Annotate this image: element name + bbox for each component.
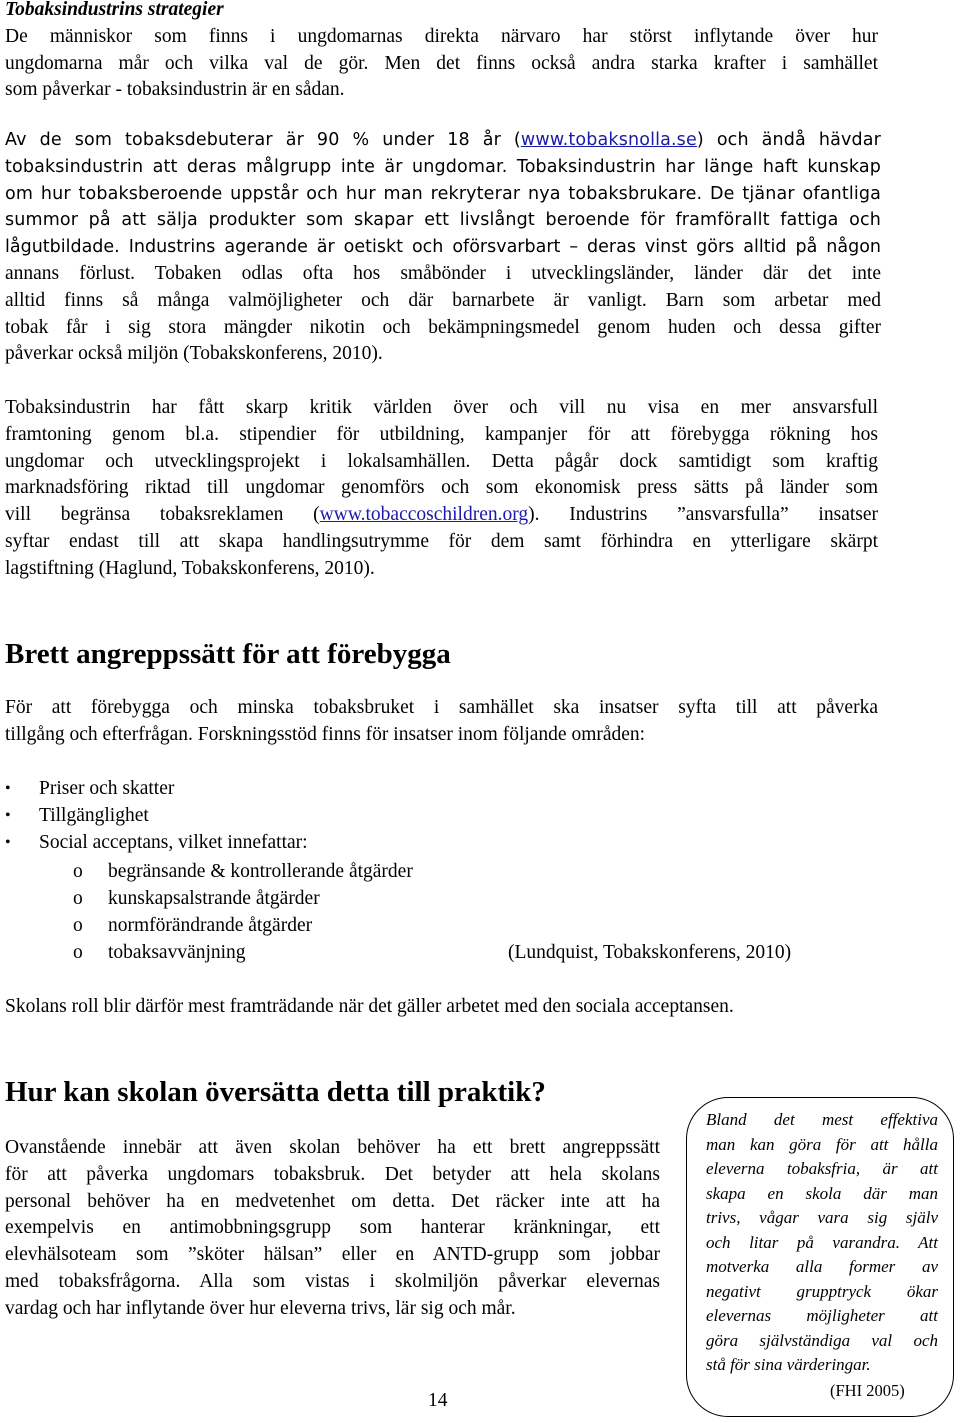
section-heading: Tobaksindustrins strategier bbox=[5, 0, 224, 20]
paragraph-line: för att påverka ungdomars tobaksbruk. Det betyder att hela skolans bbox=[5, 1163, 660, 1185]
section-tobaksindustrins-strategier bbox=[5, 0, 878, 104]
paragraph-line: lågutbildade. Industrins agerande är oetiskt och oförsvarbart – deras vinst görs alltid på någon bbox=[5, 237, 881, 258]
paragraph-line: annans förlust. Tobaken odlas ofta hos småbönder i utvecklingsländer, länder där det inte bbox=[5, 262, 881, 284]
callout-line: trivs, vågar vara sig själv bbox=[706, 1208, 938, 1227]
paragraph-line: med tobaksfrågorna. Alla som vistas i skolmiljön påverkar elevernas bbox=[5, 1270, 660, 1292]
paragraph-skolan bbox=[5, 1135, 660, 1323]
paragraph-line: ungdomarna mår och vilka val de gör. Men det finns också andra starka krafter i samhället bbox=[5, 52, 878, 74]
callout-line: skapa en skola där man bbox=[706, 1183, 938, 1203]
paragraph-line: ungdomar och utvecklingsprojekt i lokalsamhällen. Detta pågår dock samtidigt som kraftig bbox=[5, 450, 878, 472]
paragraph-line: lagstiftning (Haglund, Tobakskonferens, 2010). bbox=[5, 557, 375, 579]
tobaksnolla-link[interactable]: www.tobaksnolla.se bbox=[520, 130, 697, 150]
callout-line: negativt grupptryck ökar bbox=[706, 1281, 938, 1301]
callout-line: elevernas möjligheter att bbox=[706, 1306, 938, 1325]
paragraph-line: framtoning genom bl.a. stipendier för utbildning, kampanjer för att förebygga rökning hos bbox=[5, 423, 878, 445]
callout-line: stå för sina värderingar. bbox=[706, 1355, 871, 1374]
paragraph-line: För att förebygga och minska tobaksbruket i samhället ska insatser syfta till att påverka bbox=[5, 697, 878, 718]
paragraph-line: elevhälsoteam som ”sköter hälsan” eller en ANTD-grupp som jobbar bbox=[5, 1244, 660, 1266]
callout-text bbox=[706, 1108, 938, 1378]
tobaccoschildren-link[interactable]: www.tobaccoschildren.org bbox=[319, 504, 529, 526]
paragraph-line: tobaksindustrin att deras målgrupp inte är ungdomar. Tobaksindustrin har länge haft kunskap bbox=[5, 156, 881, 177]
paragraph-line: vardag och har inflytande över hur eleverna trivs, lär sig och mår. bbox=[5, 1297, 516, 1319]
callout-line: Bland det mest effektiva bbox=[706, 1110, 938, 1129]
paragraph-forebygga bbox=[5, 695, 878, 749]
paragraph-line: Tobaksindustrin har fått skarp kritik världen över och vill nu visa en mer ansvarsfull bbox=[5, 397, 878, 418]
paragraph-line: personal behöver ha en medvetenhet om detta. Det räcker inte att ha bbox=[5, 1190, 660, 1212]
paragraph-tobaksdebut bbox=[5, 127, 881, 368]
paragraph-line: som påverkar - tobaksindustrin är en sådan. bbox=[5, 79, 345, 101]
paragraph-line: Av de som tobaksdebuterar är 90 % under 18 år (www.tobaksnolla.se) och ändå hävdar bbox=[5, 130, 881, 150]
callout-line: göra självständiga val och bbox=[706, 1330, 938, 1350]
section-heading-skolan-praktik: Hur kan skolan översätta detta till praktik? bbox=[5, 1076, 546, 1108]
paragraph-line: De människor som finns i ungdomarnas direkta närvaro har störst inflytande över hur bbox=[5, 25, 878, 47]
paragraph-line: tobak får i sig stora mängder nikotin och bekämpningsmedel genom huden och dessa gifter bbox=[5, 316, 881, 338]
paragraph-line: påverkar också miljön (Tobakskonferens, 2010). bbox=[5, 343, 383, 365]
sub-bullet-icon: o bbox=[73, 861, 83, 882]
paragraph-line: om hur tobaksberoende uppstår och hur man rekryterar nya tobaksbrukare. De tjänar ofantliga bbox=[5, 183, 881, 204]
paragraph-line: Ovanstående innebär att även skolan behöver ha ett brett angreppssätt bbox=[5, 1137, 660, 1158]
paragraph-line: tillgång och efterfrågan. Forskningsstöd finns för insatser inom följande områden: bbox=[5, 723, 646, 745]
callout-line: man kan göra för att hålla bbox=[706, 1134, 938, 1154]
paragraph-line: vill begränsa tobaksreklamen (www.tobaccoschildren.org). Industrins ”ansvarsfulla” insatser bbox=[5, 504, 878, 526]
bullet-icon: • bbox=[5, 780, 11, 797]
bullet-icon: • bbox=[5, 834, 11, 851]
section-heading-brett-angreppssatt: Brett angreppssätt för att förebygga bbox=[5, 638, 451, 670]
page-number: 14 bbox=[428, 1390, 448, 1411]
paragraph-line: marknadsföring riktad till ungdomar genomförs och som ekonomisk press sätts på länder som bbox=[5, 477, 878, 499]
paragraph-skolans-roll bbox=[5, 994, 905, 1021]
sub-bullet-icon: o bbox=[73, 942, 83, 963]
callout-line: eleverna tobaksfria, är att bbox=[706, 1159, 938, 1178]
paragraph-line: Skolans roll blir därför mest framträdande när det gäller arbetet med den sociala acceptansen. bbox=[5, 996, 734, 1017]
callout-line: och litar på varandra. Att bbox=[706, 1232, 938, 1252]
callout-line: motverka alla former av bbox=[706, 1257, 938, 1276]
bullet-icon: • bbox=[5, 807, 11, 824]
paragraph-line: exempelvis en antimobbningsgrupp som hanterar kränkningar, ett bbox=[5, 1217, 660, 1239]
sub-bullet-icon: o bbox=[73, 888, 83, 909]
paragraph-line: summor på att sälja produkter som skapar ett livslångt beroende för framförallt fattiga och bbox=[5, 210, 881, 231]
callout-source: (FHI 2005) bbox=[830, 1381, 905, 1400]
paragraph-line: alltid finns så många valmöjligheter och där barnarbete är vanligt. Barn som arbetar med bbox=[5, 289, 881, 311]
paragraph-line: syftar endast till att skapa handlingsutrymme för dem samt förhindra en ytterligare skärpt bbox=[5, 530, 878, 552]
sub-bullet-icon: o bbox=[73, 915, 83, 936]
paragraph-kritik bbox=[5, 395, 878, 583]
citation: (Lundquist, Tobakskonferens, 2010) bbox=[508, 942, 792, 963]
